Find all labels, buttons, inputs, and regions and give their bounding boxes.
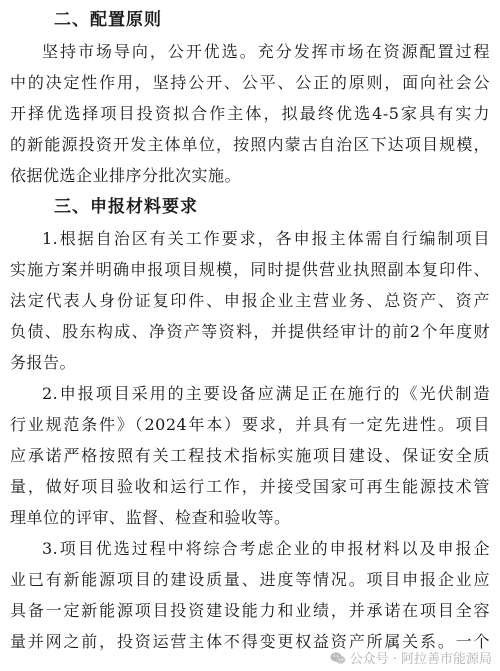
- paragraph: [10, 36, 490, 191]
- paragraph-line: 应承诺严格按照有关工程技术指标实施项目建设、保证安全质: [10, 446, 490, 465]
- paragraph-line: 法定代表人身份证复印件、申报企业主营业务、总资产、资产: [10, 291, 490, 310]
- wechat-icon: [330, 651, 346, 665]
- paragraph-line: 2.申报项目采用的主要设备应满足正在施行的《光伏制造: [42, 384, 490, 403]
- paragraph-line: 的新能源投资开发主体单位，按照内蒙古自治区下达项目规模，: [10, 135, 490, 154]
- section-application-materials: [10, 191, 490, 657]
- paragraph-line: 量，做好项目验收和运行工作，并接受国家可再生能源技术管: [10, 477, 490, 496]
- paragraph-line: 3.项目优选过程中将综合考虑企业的申报材料以及申报企: [42, 539, 490, 558]
- paragraph-line: 业已有新能源项目的建设质量、进度等情况。项目申报企业应: [10, 570, 490, 589]
- paragraph-line: 实施方案并明确申报项目规模，同时提供营业执照副本复印件、: [10, 260, 490, 279]
- paragraph-line: 理单位的评审、监督、检查和验收等。: [10, 508, 291, 527]
- paragraph-line: 开择优选择项目投资拟合作主体，拟最终优选4-5家具有实力: [10, 104, 490, 123]
- section-heading: 三、申报材料要求: [54, 197, 198, 217]
- paragraph-line: 1.根据自治区有关工作要求，各申报主体需自行编制项目: [42, 229, 490, 248]
- paragraph-line: 具备一定新能源项目投资建设能力和业绩，并承诺在项目全容: [10, 601, 490, 620]
- watermark: [330, 648, 492, 667]
- paragraph-line: 量并网之前，投资运营主体不得变更权益资产所属关系。一个: [10, 632, 490, 651]
- section-heading: 二、配置原则: [54, 10, 162, 30]
- paragraph: [10, 223, 490, 378]
- paragraph: [10, 533, 490, 657]
- paragraph-line: 务报告。: [10, 353, 77, 372]
- paragraph-line: 坚持市场导向，公开优选。充分发挥市场在资源配置过程: [42, 42, 490, 61]
- section-allocation-principles: [10, 4, 490, 191]
- paragraph-line: 依据优选企业排序分批次实施。: [10, 166, 242, 185]
- watermark-text: 公众号 · 阿拉善市能源局: [349, 652, 492, 667]
- paragraph-line: 行业规范条件》（2024年本）要求，并具有一定先进性。项目: [10, 415, 490, 434]
- paragraph-line: 中的决定性作用，坚持公开、公平、公正的原则，面向社会公: [10, 73, 490, 92]
- paragraph-line: 负债、股东构成、净资产等资料，并提供经审计的前2个年度财: [10, 322, 490, 341]
- paragraph: [10, 378, 490, 533]
